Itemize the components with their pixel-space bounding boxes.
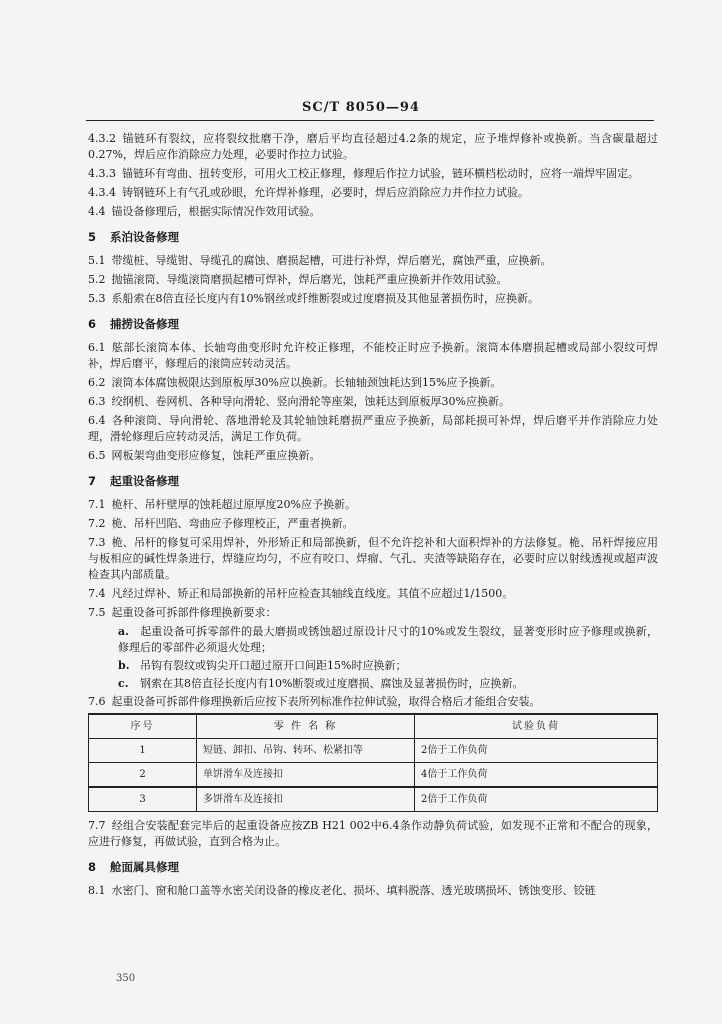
clause-number: 5.1 [88,254,106,267]
clause-7-1 [88,497,658,513]
clause-6-4 [88,413,658,445]
item-text: 吊钩有裂纹或钩尖开口超过原开口间距15%时应换新； [140,659,407,672]
table-header-row [89,714,658,739]
section-title: 系泊设备修理 [110,230,180,244]
clause-text: 锚链环有弯曲、扭转变形，可用火工校正修理，修理后作拉力试验，链环横档松动时，应将一端焊牢固定。 [122,167,639,180]
clause-4-3-3 [88,166,658,182]
clause-number: 7.6 [88,695,106,708]
clause-number: 8.1 [88,884,106,897]
clause-text: 经组合安装配套完毕后的起重设备应按ZB H21 002中6.4条作动静负荷试验，如发现不正常和不配合的现象，应进行修复，再做试验，直到合格为止。 [88,819,658,848]
clause-number: 7.3 [88,536,106,549]
table-cell-test-load: 2倍于工作负荷 [415,739,658,763]
clause-7-5-a [88,624,658,656]
clause-text: 起重设备可拆部件修理换新要求： [111,606,277,619]
table-row [89,763,658,788]
section-number: 7 [88,474,97,488]
table-cell-part-name: 单饼滑车及连接扣 [197,763,415,788]
item-marker: c. [118,677,129,690]
clause-number: 4.3.3 [88,167,116,180]
clause-number: 6.3 [88,395,106,408]
clause-text: 锚链环有裂纹，应将裂纹批磨干净，磨后平均直径超过4.2条的规定，应予堆焊修补或换新。当含碳量超过0.27%，焊后应作消除应力处理，必要时作拉力试验。 [88,132,658,161]
clause-text: 舷部长滚筒本体、长轴弯曲变形时允许校正修理，不能校正时应予换新。滚筒本体磨损起槽或局部小裂纹可焊补，焊后磨平，修理后的滚筒应转动灵活。 [88,341,658,370]
clause-7-3 [88,535,658,583]
clause-number: 7.5 [88,606,106,619]
clause-number: 6.1 [88,341,106,354]
clause-number: 4.4 [88,205,106,218]
clause-6-3 [88,394,658,410]
section-heading-7 [88,473,658,489]
section-heading-5 [88,229,658,245]
section-number: 5 [88,230,97,244]
clause-number: 7.2 [88,517,106,530]
clause-5-3 [88,291,658,307]
column-header-part-name: 零 件 名 称 [197,714,415,739]
clause-number: 6.2 [88,376,106,389]
table-cell-test-load: 2倍于工作负荷 [415,787,658,812]
table-row [89,739,658,763]
test-load-table [88,713,658,812]
clause-7-5 [88,605,658,621]
clause-7-4 [88,586,658,602]
clause-7-6 [88,694,658,710]
clause-number: 7.1 [88,498,106,511]
clause-text: 桅、吊杆的修复可采用焊补，外形矫正和局部换新，但不允许挖补和大面积焊补的方法修复。桅、吊杆焊接应用与板相应的碱性焊条进行，焊缝应均匀，不应有咬口、焊瘤、气孔、夹渣等缺陷存在，必要时应以射线透视或超声波检查其内部质量。 [88,536,658,581]
clause-4-3-2 [88,131,658,163]
clause-6-5 [88,448,658,464]
page-number: 350 [116,973,136,984]
clause-4-4 [88,204,658,220]
clause-number: 5.2 [88,273,106,286]
table-cell-part-name: 多饼滑车及连接扣 [197,787,415,812]
table-cell-index: 1 [89,739,197,763]
clause-text: 抛锚滚筒、导缆滚筒磨损起槽可焊补，焊后磨光，蚀耗严重应换新并作效用试验。 [111,273,508,286]
clause-7-2 [88,516,658,532]
column-header-index: 序号 [89,714,197,739]
clause-8-1 [88,883,658,899]
table-cell-index: 2 [89,763,197,788]
clause-number: 6.4 [88,414,106,427]
section-number: 6 [88,317,97,331]
clause-6-2 [88,375,658,391]
item-marker: a. [118,625,129,638]
clause-number: 7.7 [88,819,106,832]
clause-text: 凡经过焊补、矫正和局部换新的吊杆应检查其轴线直线度。其值不应超过1/1500。 [111,587,514,600]
clause-text: 桅、吊杆凹陷、弯曲应予修理校正，严重者换新。 [111,517,354,530]
clause-number: 5.3 [88,292,106,305]
item-text: 钢索在其8倍直径长度内有10%断裂或过度磨损、腐蚀及显著损伤时，应换新。 [140,677,524,690]
column-header-test-load: 试验负荷 [415,714,658,739]
clause-number: 6.5 [88,449,106,462]
document-body [88,131,658,902]
table-cell-test-load: 4倍于工作负荷 [415,763,658,788]
section-number: 8 [88,860,97,874]
clause-text: 带缆桩、导缆钳、导缆孔的腐蚀、磨损起槽，可进行补焊，焊后磨光，腐蚀严重，应换新。 [111,254,552,267]
clause-text: 锚设备修理后，根据实际情况作效用试验。 [111,205,321,218]
clause-5-1 [88,253,658,269]
table-cell-part-name: 短链、卸扣、吊钩、转环、松紧扣等 [197,739,415,763]
clause-text: 绞纲机、卷网机、各种导向滑轮、竖向滑轮等座架，蚀耗达到原板厚30%应换新。 [111,395,510,408]
clause-7-7 [88,818,658,850]
clause-4-3-4 [88,185,658,201]
clause-text: 滚筒本体腐蚀极限达到原板厚30%应以换新。长轴轴颈蚀耗达到15%应予换新。 [111,376,502,389]
clause-5-2 [88,272,658,288]
section-title: 起重设备修理 [110,474,180,488]
clause-number: 4.3.4 [88,186,116,199]
table-cell-index: 3 [89,787,197,812]
header-rule [86,120,654,121]
item-marker: b. [118,659,130,672]
clause-text: 各种滚筒、导向滑轮、落地滑轮及其轮轴蚀耗磨损严重应予换新，局部耗损可补焊，焊后磨平并作消除应力处理，滑轮修理后应转动灵活，满足工作负荷。 [88,414,658,443]
clause-text: 系船索在8倍直径长度内有10%钢丝或纤维断裂或过度磨损及其他显著损伤时，应换新。 [111,292,539,305]
clause-number: 7.4 [88,587,106,600]
clause-6-1 [88,340,658,372]
clause-7-5-b [88,658,658,674]
clause-text: 铸钢链环上有气孔或砂眼，允许焊补修理，必要时，焊后应消除应力并作拉力试验。 [122,186,529,199]
clause-text: 水密门、窗和舱口盖等水密关闭设备的橡皮老化、损坏、填料脱落、透光玻璃损坏、锈蚀变形、铰链 [111,884,596,897]
clause-text: 桅杆、吊杆壁厚的蚀耗超过原厚度20%应予换新。 [111,498,356,511]
clause-7-5-c [88,676,658,692]
item-text: 起重设备可拆零部件的最大磨损或锈蚀超过原设计尺寸的10%或发生裂纹，显著变形时应予修理或换新，修理后的零部件必须退火处理； [118,625,658,654]
clause-number: 4.3.2 [88,132,116,145]
section-title: 舱面属具修理 [110,860,180,874]
clause-text: 网板架弯曲变形应修复，蚀耗严重应换新。 [111,449,321,462]
table-row [89,787,658,812]
page-header-code: SC/T 8050—94 [302,100,420,115]
clause-text: 起重设备可拆部件修理换新后应按下表所列标准作拉伸试验，取得合格后才能组合安装。 [111,695,541,708]
section-heading-8 [88,859,658,875]
section-title: 捕捞设备修理 [110,317,180,331]
section-heading-6 [88,316,658,332]
